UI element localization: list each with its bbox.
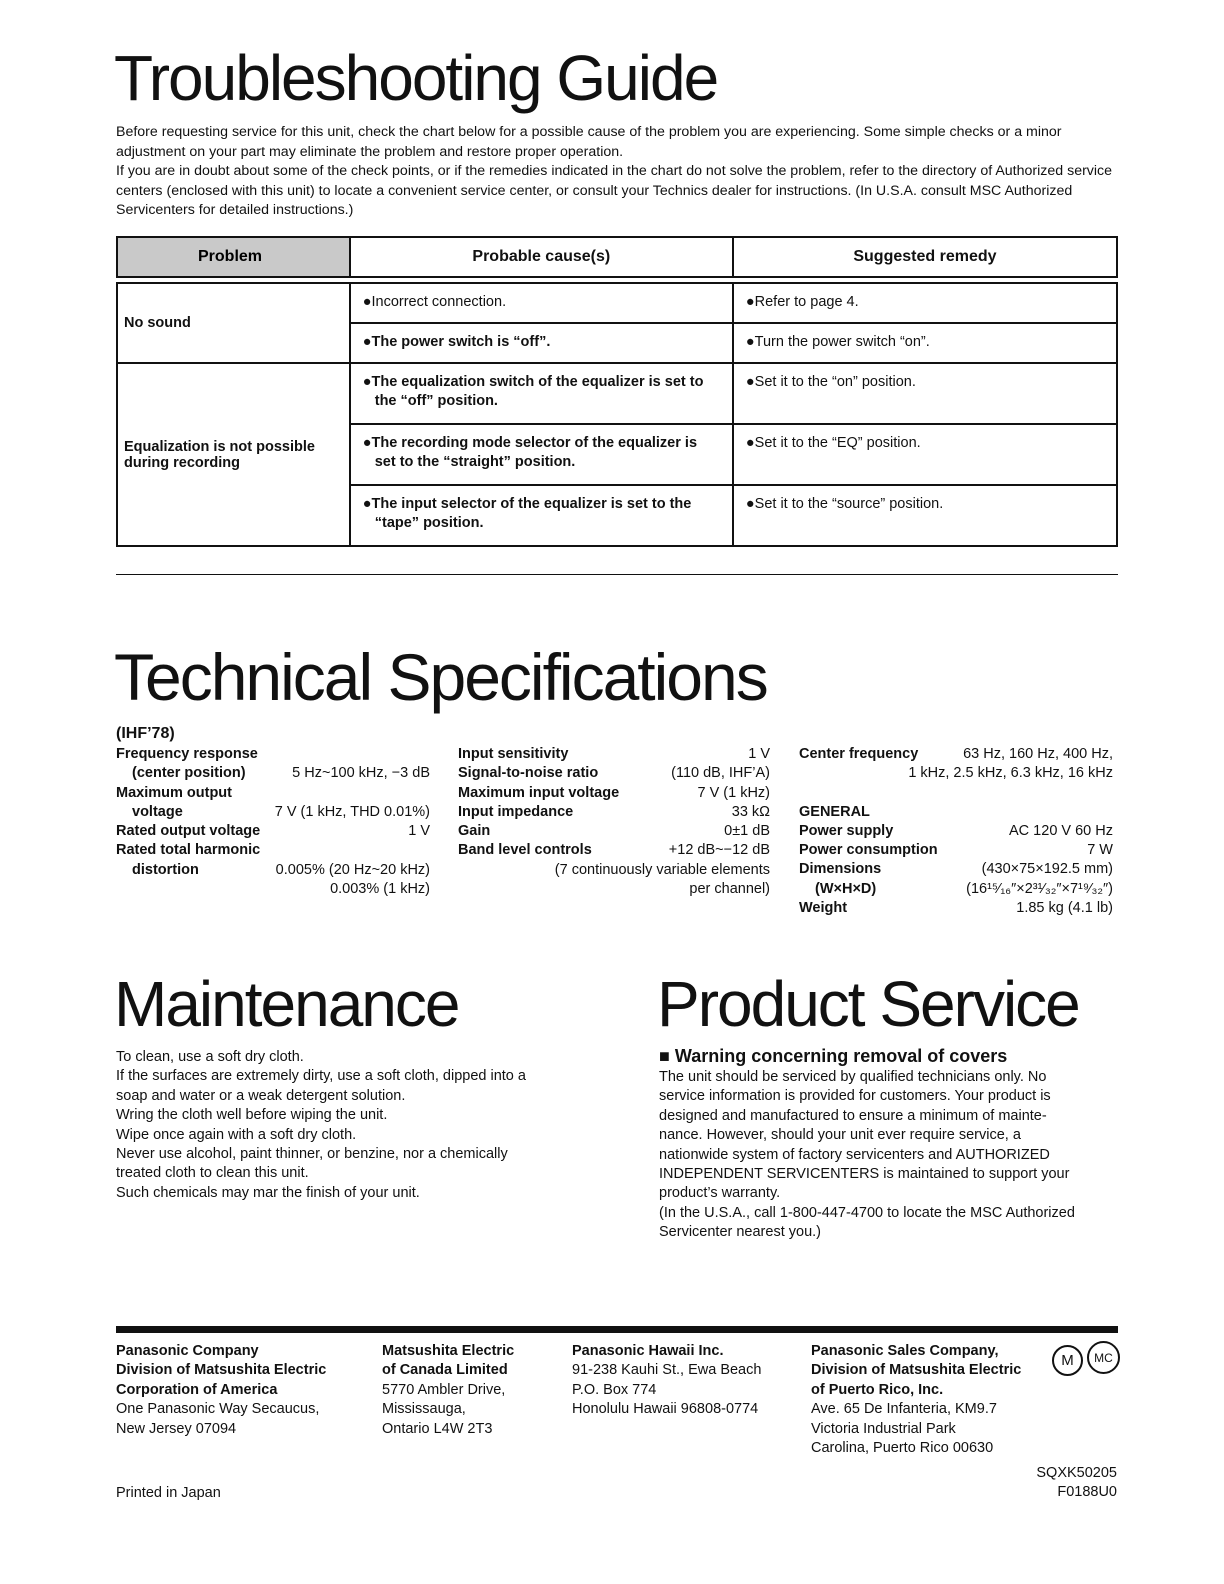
specs-standard: (IHF’78): [116, 725, 175, 742]
spec-value: 7 V (1 kHz, THD 0.01%): [274, 803, 430, 820]
service-warning-heading: ■ Warning concerning removal of covers: [659, 1046, 1008, 1066]
header-problem: Problem: [117, 237, 350, 277]
specs-title: Technical Specifications: [114, 640, 767, 714]
spec-value: 33 kΩ: [731, 803, 770, 820]
company-address: 91-238 Kauhi St., Ewa Beach: [572, 1362, 762, 1379]
spec-label: Maximum input voltage: [458, 784, 620, 801]
m-mark-icon: [1052, 1345, 1083, 1376]
remedy-cell: ●Set it to the “source” position.: [733, 485, 1117, 546]
company-address: Ontario L4W 2T3: [382, 1420, 493, 1437]
company-name: of Puerto Rico, Inc.: [811, 1381, 944, 1398]
company-name: Division of Matsushita Electric: [116, 1362, 327, 1379]
spec-label: Signal-to-noise ratio: [458, 765, 599, 782]
troubleshooting-intro: [116, 123, 1116, 221]
cause-line: the “off” position.: [374, 393, 498, 409]
spec-value: 7 W: [1087, 842, 1113, 859]
footer-rule: [116, 1326, 1118, 1333]
spec-value: 1 V: [408, 823, 430, 840]
code-line: F0188U0: [1057, 1484, 1117, 1501]
spec-label: Gain: [458, 823, 491, 840]
company-address: New Jersey 07094: [116, 1420, 237, 1437]
service-text: [659, 1068, 1115, 1243]
spec-value: 5 Hz~100 kHz, −3 dB: [292, 765, 430, 782]
spec-label: Maximum output: [116, 784, 232, 801]
troubleshooting-table: [116, 236, 1118, 547]
service-line: (In the U.S.A., call 1-800-447-4700 to locate the MSC Authorized: [659, 1204, 1075, 1221]
remedy-cell: ●Set it to the “on” position.: [733, 363, 1117, 424]
company-name: of Canada Limited: [382, 1362, 508, 1379]
maintenance-line: To clean, use a soft dry cloth.: [116, 1049, 304, 1065]
problem-label-line: Equalization is not possible: [124, 438, 315, 455]
spec-label: Dimensions: [799, 861, 882, 878]
spec-value: 1 V: [748, 746, 770, 762]
remedy-cell: ●Set it to the “EQ” position.: [733, 424, 1117, 485]
spec-value: 0±1 dB: [724, 823, 770, 840]
service-line: nationwide system of factory servicenters and AUTHORIZED: [659, 1146, 1050, 1163]
spec-value: 1 kHz, 2.5 kHz, 6.3 kHz, 16 kHz: [908, 765, 1113, 782]
maintenance-line: treated cloth to clean this unit.: [116, 1165, 309, 1182]
problem-no-sound: No sound: [117, 283, 350, 363]
specs-column-3: [799, 745, 1113, 918]
maintenance-line: If the surfaces are extremely dirty, use a soft cloth, dipped into a: [116, 1068, 526, 1085]
document-code: [1036, 1464, 1117, 1503]
service-line: designed and manufactured to ensure a minimum of mainte-: [659, 1107, 1047, 1124]
printed-in-japan: Printed in Japan: [116, 1485, 221, 1501]
spec-value: 0.003% (1 kHz): [330, 881, 430, 898]
spec-label: voltage: [132, 803, 183, 820]
cause-cell: ●The power switch is “off”.: [350, 323, 733, 363]
company-name: Panasonic Hawaii Inc.: [572, 1343, 724, 1359]
spec-label: Center frequency: [799, 746, 919, 762]
spec-label: Power supply: [799, 822, 894, 839]
remedy-cell: ●Turn the power switch “on”.: [733, 323, 1117, 363]
footer-company-puerto-rico: [811, 1342, 1021, 1458]
spec-value: 7 V (1 kHz): [697, 784, 770, 801]
table-row: [117, 283, 1117, 323]
company-address: Ave. 65 De Infanteria, KM9.7: [811, 1401, 997, 1418]
spec-value: 1.85 kg (4.1 lb): [1016, 900, 1113, 917]
company-name: Division of Matsushita Electric: [811, 1362, 1022, 1379]
company-address: Carolina, Puerto Rico 00630: [811, 1440, 994, 1457]
spec-value: per channel): [689, 881, 770, 898]
spec-value: (110 dB, IHF’A): [671, 765, 770, 782]
maintenance-text: [116, 1048, 576, 1203]
footer-company-canada: [382, 1342, 514, 1439]
footer-company-hawaii: [572, 1342, 761, 1420]
company-name: Panasonic Company: [116, 1343, 259, 1359]
cause-line: set to the “straight” position.: [374, 454, 576, 470]
company-name: Matsushita Electric: [382, 1343, 515, 1359]
cause-cell: [350, 363, 733, 424]
spec-heading-general: GENERAL: [799, 803, 870, 820]
header-remedy: Suggested remedy: [733, 237, 1117, 277]
service-line: Servicenter nearest you.): [659, 1224, 821, 1241]
company-address: One Panasonic Way Secaucus,: [116, 1401, 320, 1418]
company-address: Honolulu Hawaii 96808-0774: [572, 1401, 759, 1418]
service-line: nance. However, should your unit ever require service, a: [659, 1127, 1021, 1144]
spec-value: (16¹⁵⁄₁₆″×2³¹⁄₃₂″×7¹⁹⁄₃₂″): [966, 880, 1113, 897]
service-line: INDEPENDENT SERVICENTERS is maintained to support your: [659, 1166, 1070, 1183]
spec-label: Input sensitivity: [458, 746, 569, 762]
maintenance-line: Wipe once again with a soft dry cloth.: [116, 1126, 357, 1143]
remedy-cell: ●Refer to page 4.: [733, 283, 1117, 323]
table-header-row: [117, 237, 1117, 277]
maintenance-line: Wring the cloth well before wiping the unit.: [116, 1107, 388, 1124]
company-address: 5770 Ambler Drive,: [382, 1381, 506, 1398]
problem-label-line: during recording: [124, 454, 240, 471]
service-line: product’s warranty.: [659, 1185, 781, 1202]
maintenance-title: Maintenance: [114, 968, 459, 1040]
spec-label: Input impedance: [458, 803, 574, 820]
cause-cell: [350, 424, 733, 485]
spec-label: distortion: [132, 861, 199, 878]
maintenance-line: soap and water or a weak detergent solution.: [116, 1087, 406, 1104]
company-name: Panasonic Sales Company,: [811, 1343, 999, 1359]
spec-label: (center position): [132, 765, 246, 782]
maintenance-line: Never use alcohol, paint thinner, or benzine, nor a chemically: [116, 1146, 508, 1163]
specs-column-1: [116, 745, 430, 899]
spec-value: 63 Hz, 160 Hz, 400 Hz,: [963, 746, 1113, 762]
company-address: P.O. Box 774: [572, 1381, 657, 1398]
maintenance-line: Such chemicals may mar the finish of your unit.: [116, 1184, 420, 1201]
spec-label: (W×H×D): [815, 880, 877, 897]
spec-label: Rated total harmonic: [116, 842, 261, 859]
service-line: The unit should be serviced by qualified technicians only. No: [659, 1069, 1047, 1085]
cause-line: “tape” position.: [374, 515, 484, 531]
company-name: Corporation of America: [116, 1381, 278, 1398]
intro-paragraph-1: Before requesting service for this unit, check the chart below for a possible cause of the problem you are experiencing. Some simple checks or a minor adjustment on your part may eliminate the problem and restore proper operation.: [116, 124, 1062, 160]
section-divider: [116, 574, 1118, 575]
spec-value: 0.005% (20 Hz~20 kHz): [275, 861, 430, 878]
spec-label: Band level controls: [458, 842, 592, 859]
code-line: SQXK50205: [1036, 1465, 1117, 1481]
spec-label: Frequency response: [116, 746, 258, 762]
mc-mark-icon: [1087, 1341, 1120, 1374]
spec-value: +12 dB~−12 dB: [668, 842, 770, 859]
intro-paragraph-2: If you are in doubt about some of the check points, or if the remedies indicated in the chart do not solve the problem, refer to the directory of Authorized service centers (enclosed with this unit) to locate a convenient service center, or consult your Technics dealer for instructions. (In U.S.A. consult MSC Authorized Servicenters for detailed instructions.): [116, 163, 1113, 219]
troubleshooting-title: Troubleshooting Guide: [114, 42, 718, 114]
header-cause: Probable cause(s): [350, 237, 733, 277]
spec-label: Rated output voltage: [116, 823, 261, 840]
problem-equalization: [117, 363, 350, 546]
spec-label: Weight: [799, 900, 848, 917]
cause-line: ●The equalization switch of the equalizer is set to: [362, 374, 704, 390]
cause-line: ●The recording mode selector of the equalizer is: [362, 435, 698, 451]
cause-line: ●The input selector of the equalizer is set to the: [362, 496, 692, 512]
footer-company-usa: [116, 1342, 326, 1439]
service-title: Product Service: [657, 968, 1079, 1040]
spec-value: AC 120 V 60 Hz: [1009, 822, 1113, 839]
specs-column-2: [458, 745, 770, 899]
company-address: Mississauga,: [382, 1401, 466, 1418]
mark-label: MC: [1094, 1350, 1113, 1365]
service-line: service information is provided for customers. Your product is: [659, 1088, 1051, 1105]
cause-cell: ●Incorrect connection.: [350, 283, 733, 323]
company-address: Victoria Industrial Park: [811, 1420, 956, 1437]
spec-value: (430×75×192.5 mm): [981, 861, 1113, 878]
table-row: [117, 363, 1117, 424]
mark-label: M: [1061, 1352, 1074, 1369]
spec-label: Power consumption: [799, 842, 938, 859]
spec-value: (7 continuously variable elements: [554, 861, 770, 878]
cause-cell: [350, 485, 733, 546]
